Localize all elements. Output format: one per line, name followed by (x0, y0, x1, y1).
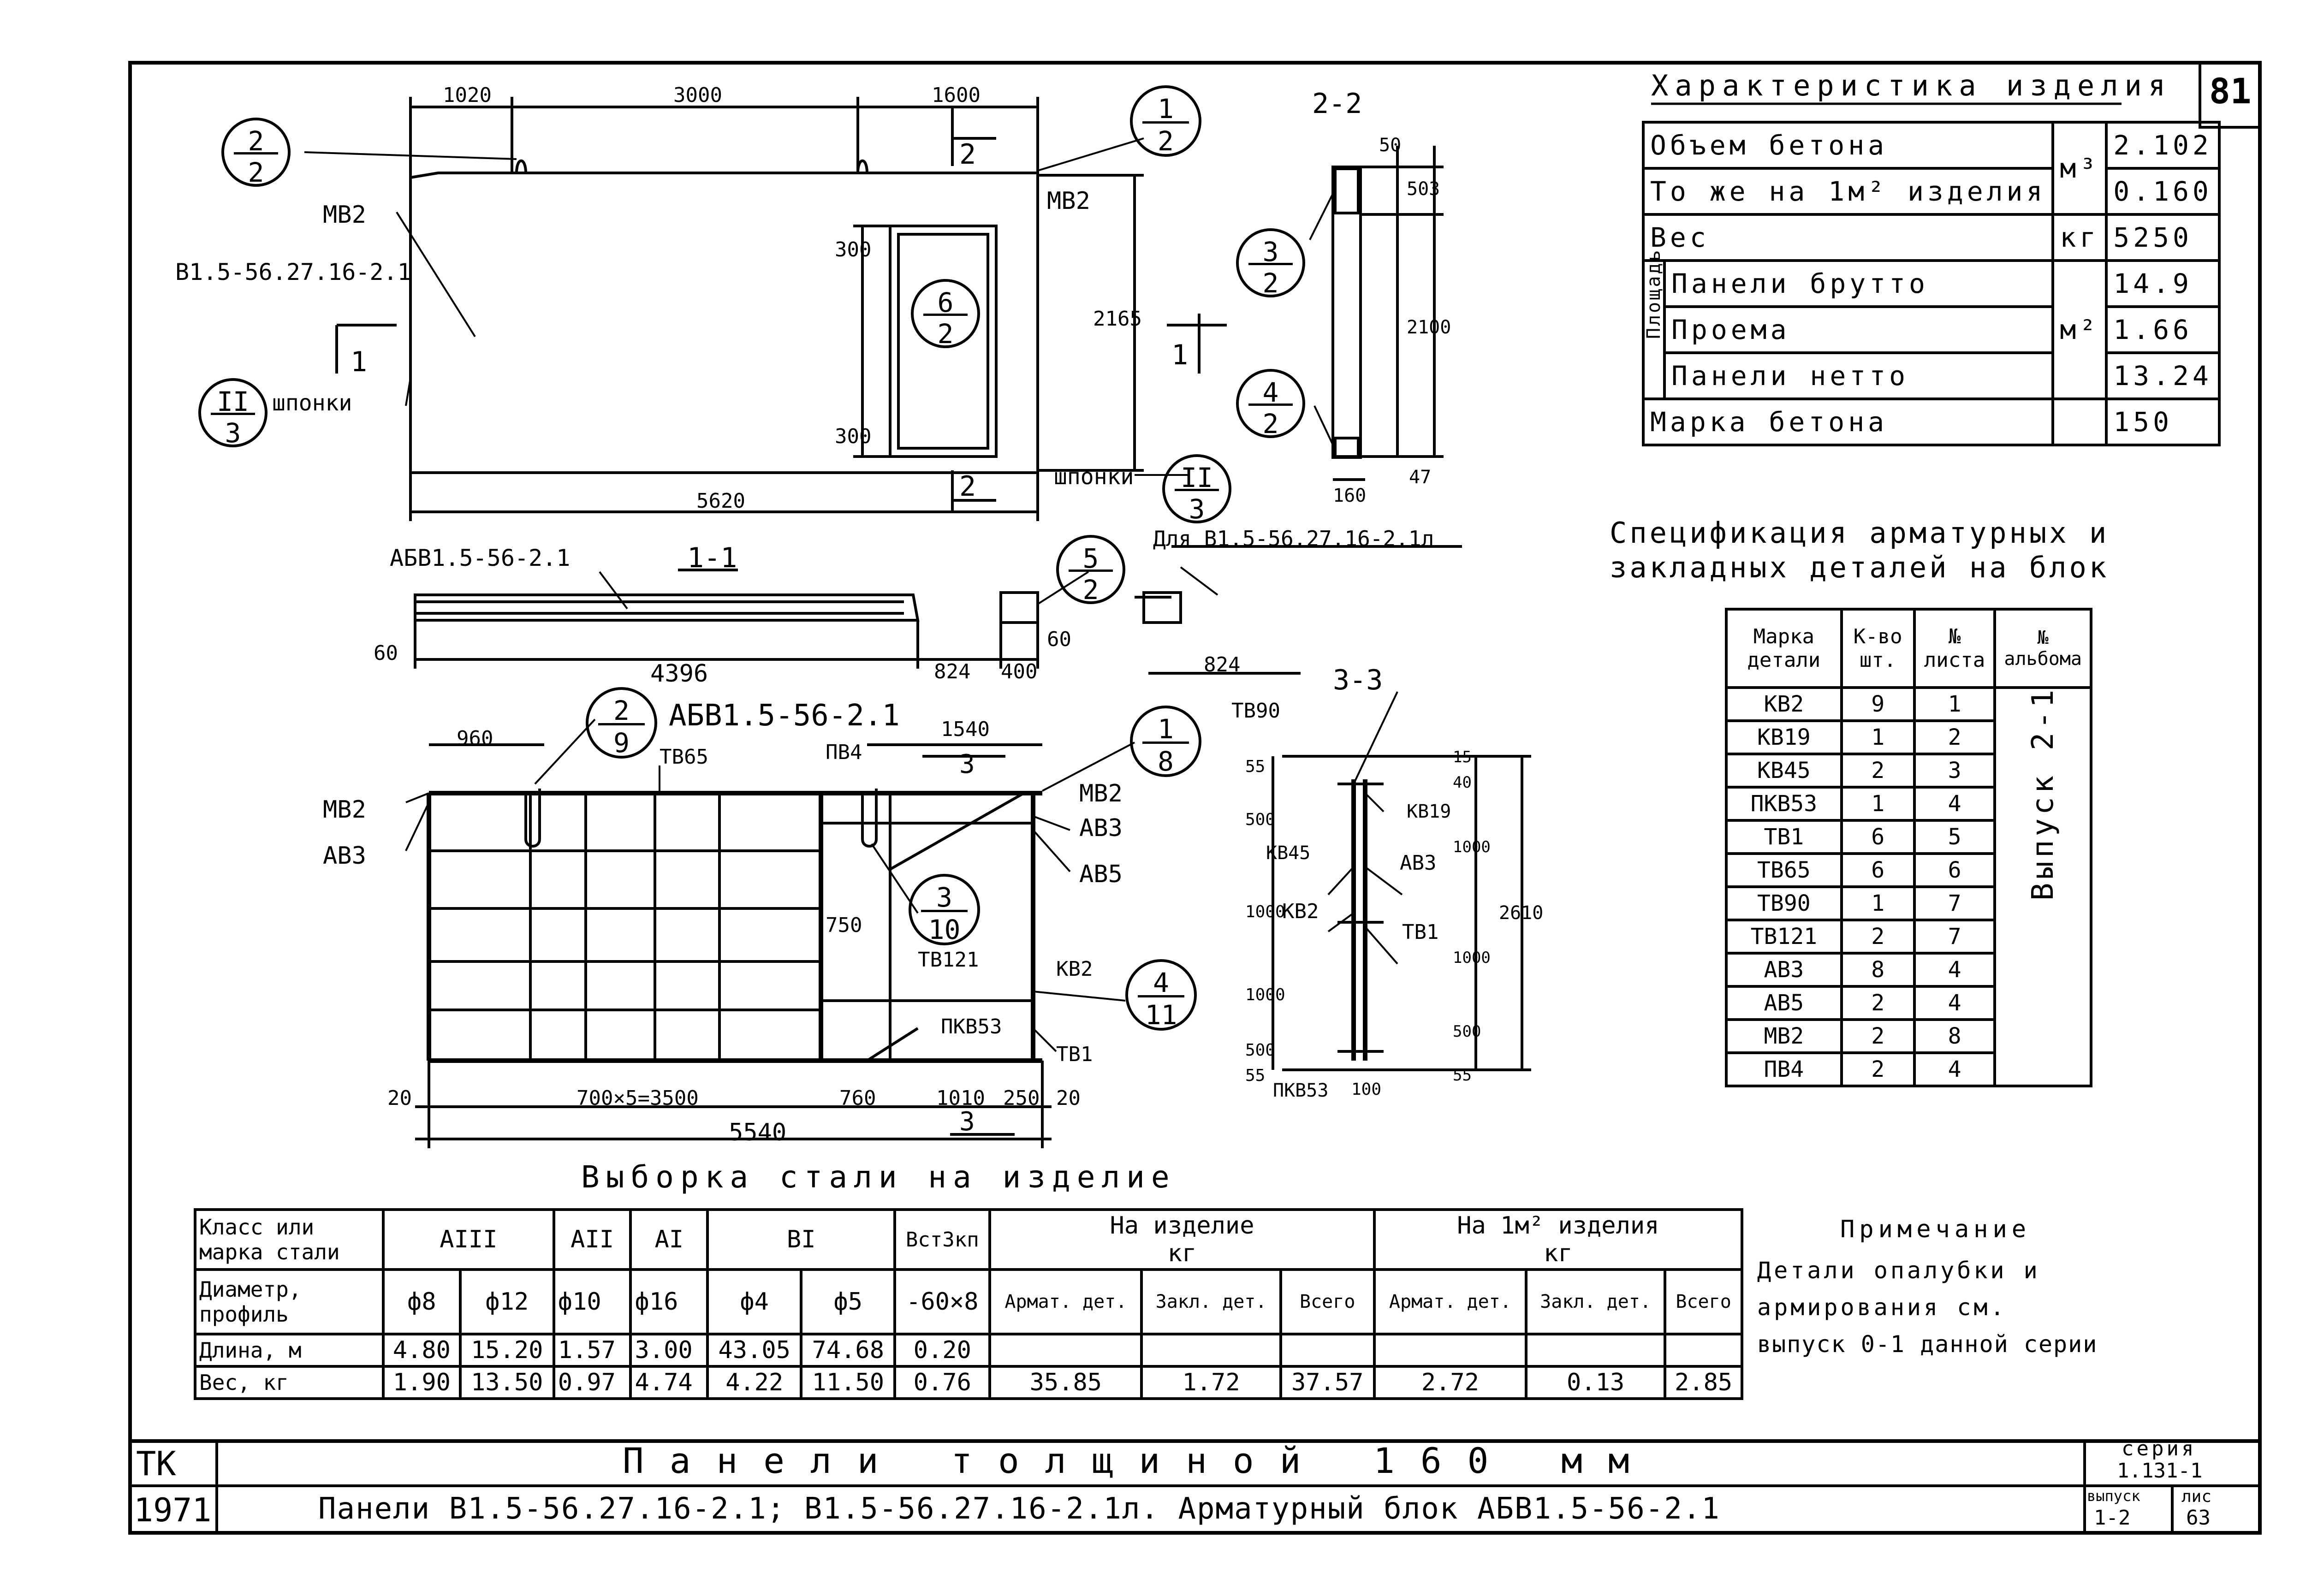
steel-diam: ф12 (460, 1270, 554, 1334)
label-tv121: ТВ121 (918, 948, 979, 972)
dim-60-right: 60 (1047, 628, 1071, 651)
steel-per-item (990, 1210, 1374, 1270)
series-label: серия (2122, 1437, 2197, 1460)
char-value: 13.24 (2106, 353, 2219, 399)
spec-cell: 4 (1914, 986, 1995, 1020)
spec-cell: АВ3 (1726, 953, 1842, 986)
steel-class: АIII (383, 1210, 554, 1270)
steel-title: Выборка стали на изделие (581, 1159, 1176, 1195)
issue-number: 1-2 (2094, 1506, 2131, 1530)
spec-cell: 1 (1842, 721, 1914, 754)
dim-500-r: 500 (1453, 1022, 1481, 1041)
steel-sub: Армат. дет. (990, 1270, 1141, 1334)
steel-empty (1374, 1334, 1526, 1366)
sheet-num-bottom: 63 (2186, 1506, 2211, 1530)
char-value: 2.102 (2106, 122, 2219, 168)
spec-header: К-во шт. (1842, 609, 1914, 688)
steel-length: 3.00 (630, 1334, 707, 1366)
per-m2-label: На 1м² изделия (1457, 1212, 1659, 1240)
section-mark-1-left: 1 (351, 346, 368, 378)
steel-class: Вст3кп (895, 1210, 990, 1270)
dim-750: 750 (826, 914, 862, 937)
spec-cell: КВ45 (1726, 754, 1842, 787)
spec-cell: 2 (1842, 754, 1914, 787)
issue-label: выпуск (2087, 1487, 2140, 1505)
steel-diam: ф10 (554, 1270, 631, 1334)
section-3-3-title: 3-3 (1333, 664, 1383, 696)
callout-1-8-block: 1 8 (1130, 706, 1201, 777)
dim-160: 160 (1333, 485, 1367, 506)
characteristics-title: Характеристика изделия (1651, 69, 2172, 102)
char-value: 150 (2106, 399, 2219, 445)
label-tv1-section: ТВ1 (1402, 920, 1439, 944)
spec-table (1725, 608, 2092, 1087)
spec-cell: 2 (1842, 920, 1914, 953)
spec-header: № альбома (1995, 609, 2091, 688)
callout-II-3-left: II 3 (198, 378, 267, 447)
char-unit: кг (2053, 214, 2106, 261)
label-mv2-block-left: МВ2 (323, 796, 366, 824)
area-label (1643, 248, 1664, 399)
dim-5620: 5620 (696, 489, 745, 513)
steel-weight: 13.50 (460, 1366, 554, 1399)
dim-700x5: 700×5=3500 (576, 1086, 699, 1110)
title-block-year: 1971 (134, 1491, 212, 1529)
sheet-number: 81 (2209, 71, 2252, 112)
label-panel-mark: B1.5-56.27.16-2.1 (175, 259, 411, 285)
steel-length: 43.05 (707, 1334, 801, 1366)
spec-cell: ТВ1 (1726, 820, 1842, 854)
dim-20-right: 20 (1056, 1086, 1081, 1110)
dim-824-mirror: 824 (1204, 653, 1241, 676)
spec-cell: КВ2 (1726, 688, 1842, 721)
spec-cell: 5 (1914, 820, 1995, 854)
callout-2-2-top-view: 2 2 (221, 118, 291, 187)
label-kv45: КВ45 (1266, 842, 1311, 864)
steel-length-label: Длина, м (195, 1334, 383, 1366)
title-block-org: ТК (136, 1444, 176, 1483)
steel-diam: ф4 (707, 1270, 801, 1334)
spec-cell: 6 (1842, 820, 1914, 854)
callout-6-2-opening: 6 2 (911, 279, 980, 348)
dim-503: 503 (1407, 178, 1440, 200)
dim-1010: 1010 (936, 1086, 985, 1110)
callout-2-9-block: 2 9 (586, 687, 657, 759)
label-pkv53-section: ПКВ53 (1273, 1080, 1329, 1101)
label-kv19: КВ19 (1407, 801, 1451, 822)
steel-total: 2.85 (1665, 1366, 1742, 1399)
char-unit (2053, 399, 2106, 445)
spec-cell: 4 (1914, 787, 1995, 820)
block-section-mark-3-top: 3 (959, 749, 975, 779)
steel-empty (1665, 1334, 1742, 1366)
callout-3-10-block: 3 10 (909, 874, 980, 945)
spec-cell: МВ2 (1726, 1020, 1842, 1053)
label-tv1-block: ТВ1 (1056, 1043, 1093, 1066)
spec-row (1726, 688, 2091, 721)
steel-total: 0.13 (1526, 1366, 1665, 1399)
steel-total: 1.72 (1141, 1366, 1280, 1399)
spec-cell: ТВ121 (1726, 920, 1842, 953)
spec-cell: 2 (1842, 986, 1914, 1020)
section-mark-2-top: 2 (959, 138, 976, 171)
label-mv2-right: MB2 (1047, 187, 1090, 215)
spec-cell: 8 (1842, 953, 1914, 986)
dim-5540: 5540 (729, 1119, 787, 1146)
steel-diam: ф16 (630, 1270, 707, 1334)
steel-sub: Армат. дет. (1374, 1270, 1526, 1334)
spec-cell: 2 (1842, 1053, 1914, 1086)
dim-824: 824 (934, 660, 971, 683)
label-pv4: ПВ4 (826, 741, 862, 764)
steel-length: 0.20 (895, 1334, 990, 1366)
spec-album-text: Выпуск 2-1 (2026, 686, 2060, 901)
steel-weight-label: Вес, кг (195, 1366, 383, 1399)
spec-cell: ТВ65 (1726, 854, 1842, 887)
dim-500-bottom: 500 (1245, 1041, 1276, 1060)
dim-40: 40 (1453, 773, 1472, 792)
label-mv2-left: MB2 (323, 201, 366, 229)
steel-empty (990, 1334, 1141, 1366)
callout-4-2-section: 4 2 (1236, 369, 1305, 438)
steel-weight: 1.90 (383, 1366, 460, 1399)
spec-cell: 4 (1914, 1053, 1995, 1086)
label-av5: АВ5 (1079, 860, 1123, 888)
char-name: Панели нетто (1664, 353, 2053, 399)
spec-cell: ТВ90 (1726, 887, 1842, 920)
note-line-2: армирования см. (1757, 1294, 2007, 1321)
spec-cell: ПКВ53 (1726, 787, 1842, 820)
block-title: АБВ1.5-56-2.1 (669, 699, 900, 733)
char-name: Марка бетона (1643, 399, 2053, 445)
spec-cell: 6 (1914, 854, 1995, 887)
steel-empty (1526, 1334, 1665, 1366)
label-pkv53-block: ПКВ53 (941, 1015, 1002, 1038)
steel-diam: ф8 (383, 1270, 460, 1334)
sheet-label: лис (2181, 1487, 2212, 1506)
spec-title-2: закладных деталей на блок (1610, 551, 2110, 584)
spec-cell: 1 (1914, 688, 1995, 721)
title-block-title: Панели толщиной 160 мм (623, 1440, 1655, 1481)
spec-cell: ПВ4 (1726, 1053, 1842, 1086)
label-kv2-section: КВ2 (1282, 900, 1319, 923)
steel-total: 37.57 (1281, 1366, 1374, 1399)
steel-sub: Закл. дет. (1526, 1270, 1665, 1334)
spec-album (1995, 688, 2091, 1086)
char-name: Панели брутто (1664, 261, 2053, 307)
section-2-2-title: 2-2 (1312, 88, 1362, 120)
dim-2165: 2165 (1093, 307, 1142, 331)
spec-cell: 2 (1914, 721, 1995, 754)
dim-1000-r-top: 1000 (1453, 838, 1491, 856)
block-section-mark-3-bottom: 3 (959, 1107, 975, 1137)
steel-sub: Всего (1281, 1270, 1374, 1334)
steel-sub: Всего (1665, 1270, 1742, 1334)
dim-1540: 1540 (941, 718, 990, 741)
steel-weight: 11.50 (801, 1366, 895, 1399)
char-name: То же на 1м² изделия (1643, 168, 2053, 214)
steel-weight: 0.97 (554, 1366, 631, 1399)
title-block-subtitle: Панели В1.5-56.27.16-2.1; В1.5-56.27.16-2.1л. Арматурный блок АБВ1.5-56-2.1 (318, 1492, 1720, 1526)
dim-400: 400 (1001, 660, 1038, 683)
callout-1-2-top-view: 1 2 (1130, 85, 1201, 157)
steel-table (194, 1208, 1743, 1400)
steel-empty (1281, 1334, 1374, 1366)
char-value: 1.66 (2106, 307, 2219, 353)
char-name: Вес (1643, 214, 2053, 261)
spec-cell: 7 (1914, 887, 1995, 920)
dim-1600: 1600 (932, 83, 981, 107)
dim-55-r: 55 (1453, 1066, 1472, 1085)
spec-cell: 1 (1842, 787, 1914, 820)
spec-cell: 4 (1914, 953, 1995, 986)
dim-250: 250 (1003, 1086, 1040, 1110)
callout-3-2-section: 3 2 (1236, 228, 1305, 297)
steel-weight: 0.76 (895, 1366, 990, 1399)
label-keys-left: шпонки (272, 390, 352, 416)
char-value: 14.9 (2106, 261, 2219, 307)
steel-total: 2.72 (1374, 1366, 1526, 1399)
spec-header: № листа (1914, 609, 1995, 688)
dim-50: 50 (1379, 135, 1402, 156)
dim-760: 760 (839, 1086, 876, 1110)
dim-960: 960 (457, 727, 493, 750)
dim-2100: 2100 (1407, 317, 1451, 338)
section-mark-2-bottom: 2 (959, 470, 976, 503)
steel-length: 74.68 (801, 1334, 895, 1366)
char-name: Объем бетона (1643, 122, 2053, 168)
dim-1000-b: 1000 (1245, 985, 1285, 1004)
dim-60-left: 60 (374, 641, 398, 665)
dim-300-top: 300 (835, 238, 872, 261)
section-1-1-block-label: АБВ1.5-56-2.1 (390, 545, 571, 571)
dim-55-bottom: 55 (1245, 1066, 1266, 1085)
callout-4-11-block: 4 11 (1125, 959, 1197, 1031)
spec-cell: КВ19 (1726, 721, 1842, 754)
section-1-1-note: Для В1.5-56.27.16-2.1л (1153, 526, 1434, 551)
dim-55-top: 55 (1245, 757, 1266, 776)
steel-diam: -60×8 (895, 1270, 990, 1334)
spec-cell: 3 (1914, 754, 1995, 787)
steel-length: 15.20 (460, 1334, 554, 1366)
spec-cell: 9 (1842, 688, 1914, 721)
dim-500-top: 500 (1245, 810, 1276, 829)
callout-II-3-right: II 3 (1162, 454, 1231, 523)
per-item-kg: кг (1167, 1240, 1197, 1267)
label-av3-block-left: АВ3 (323, 842, 366, 870)
spec-cell: 6 (1842, 854, 1914, 887)
char-unit: м³ (2053, 122, 2106, 214)
label-kv2-block: КВ2 (1056, 957, 1093, 981)
steel-sub: Закл. дет. (1141, 1270, 1280, 1334)
spec-header: Марка детали (1726, 609, 1842, 688)
steel-weight: 4.22 (707, 1366, 801, 1399)
label-tv65: ТВ65 (660, 745, 708, 769)
label-tv90: ТВ90 (1231, 699, 1280, 723)
note-title: Примечание (1840, 1216, 2031, 1243)
characteristics-table (1642, 121, 2221, 446)
spec-cell: 8 (1914, 1020, 1995, 1053)
per-m2-kg: кг (1544, 1240, 1573, 1267)
dim-100: 100 (1351, 1080, 1382, 1099)
char-value: 5250 (2106, 214, 2219, 261)
section-1-1-title: 1-1 (687, 542, 737, 574)
spec-cell: 7 (1914, 920, 1995, 953)
char-unit: м² (2053, 261, 2106, 399)
steel-per-m2 (1374, 1210, 1742, 1270)
dim-300-bottom: 300 (835, 425, 872, 448)
steel-weight: 4.74 (630, 1366, 707, 1399)
label-av3-section: АВ3 (1400, 851, 1437, 875)
dim-1000-a: 1000 (1245, 902, 1285, 921)
dim-47: 47 (1409, 467, 1432, 488)
steel-length: 4.80 (383, 1334, 460, 1366)
steel-class-label: Класс или марка стали (195, 1210, 383, 1270)
dim-1020: 1020 (443, 83, 492, 107)
steel-class: АI (630, 1210, 707, 1270)
spec-cell: АВ5 (1726, 986, 1842, 1020)
note-line-1: Детали опалубки и (1757, 1257, 2040, 1284)
label-mv2-block-right: МВ2 (1079, 780, 1123, 807)
spec-cell: 1 (1842, 887, 1914, 920)
steel-empty (1141, 1334, 1280, 1366)
steel-length: 1.57 (554, 1334, 631, 1366)
spec-cell: 2 (1842, 1020, 1914, 1053)
dim-15: 15 (1453, 748, 1472, 766)
label-av3-block-right: АВ3 (1079, 814, 1123, 842)
dim-2610: 2610 (1499, 902, 1544, 924)
steel-class: ВI (707, 1210, 895, 1270)
section-mark-1-right: 1 (1171, 339, 1189, 371)
series-number: 1.131-1 (2117, 1459, 2203, 1483)
char-name: Проема (1664, 307, 2053, 353)
label-keys-right: шпонки (1054, 464, 1134, 490)
dim-20-left: 20 (387, 1086, 412, 1110)
dim-4396: 4396 (650, 660, 708, 688)
steel-total: 35.85 (990, 1366, 1141, 1399)
per-item-label: На изделие (1110, 1212, 1254, 1240)
dim-3000: 3000 (673, 83, 722, 107)
steel-diam: ф5 (801, 1270, 895, 1334)
steel-diam-label: Диаметр, профиль (195, 1270, 383, 1334)
dim-1000-r-bottom: 1000 (1453, 949, 1491, 967)
spec-title-1: Спецификация арматурных и (1610, 516, 2110, 550)
area-label-text: Площадь (1643, 248, 1664, 339)
steel-class: АII (554, 1210, 631, 1270)
note-line-3: выпуск 0-1 данной серии (1757, 1331, 2098, 1358)
char-value: 0.160 (2106, 168, 2219, 214)
callout-5-2-section: 5 2 (1056, 535, 1125, 604)
